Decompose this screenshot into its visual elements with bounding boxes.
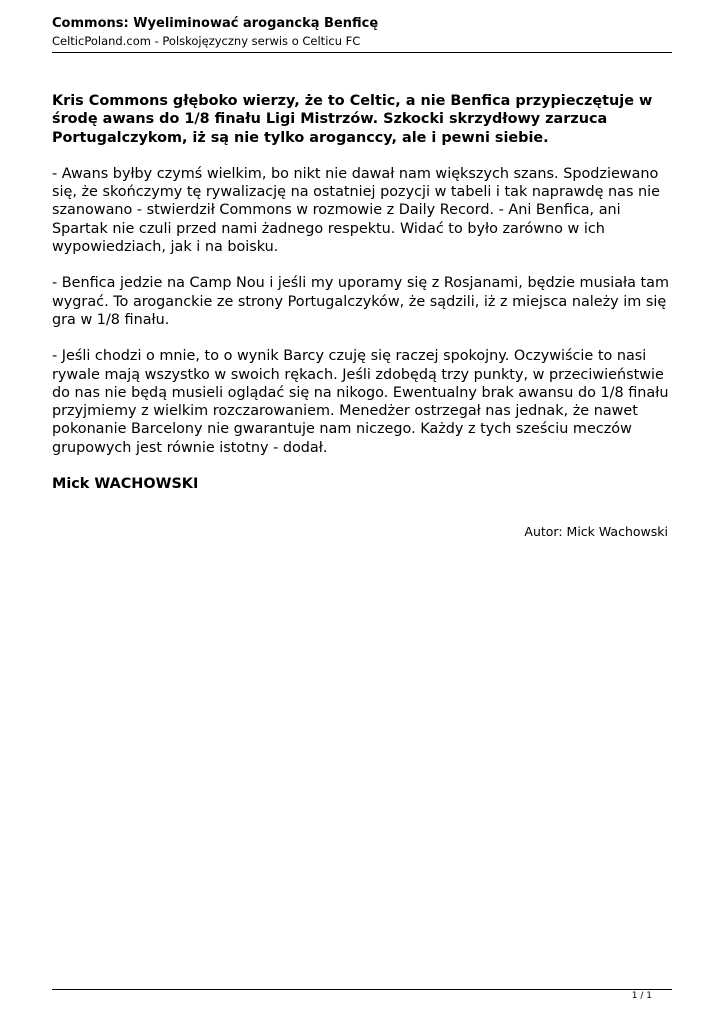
document-page <box>52 0 672 1024</box>
article-paragraph: - Awans byłby czymś wielkim, bo nikt nie dawał nam większych szans. Spodziewano się, że skończymy tę rywalizację na ostatniej pozycji w tabeli i tak naprawdę nas nie szanowano - stwierdził Commons w rozmowie z Daily Record. - Ani Benfica, ani Spartak nie czuli przed nami żadnego respektu. Widać to było zarówno w ich wypowiedziach, jak i na boisku. <box>52 165 660 256</box>
footer-divider <box>52 989 672 990</box>
site-subtitle: CelticPoland.com - Polskojęzyczny serwis o Celticu FC <box>52 34 361 48</box>
article-paragraph: - Jeśli chodzi o mnie, to o wynik Barcy czuję się raczej spokojny. Oczywiście to nasi rywale mają wszystko w swoich rękach. Jeśli zdobędą trzy punkty, w przeciwieństwie do nas nie będą musieli oglądać się na nikogo. Ewentualny brak awansu do 1/8 finału przyjmiemy z wielkim rozczarowaniem. Menedżer ostrzegał nas jednak, że nawet pokonanie Barcelony nie gwarantuje nam niczego. Każdy z tych sześciu meczów grupowych jest równie istotny - dodał. <box>52 348 669 456</box>
article-lead: Kris Commons głęboko wierzy, że to Celtic, a nie Benfica przypieczętuje w środę awans do 1/8 finału Ligi Mistrzów. Szkocki skrzydłowy zarzuca Portugalczykom, iż są nie tylko aroganccy, ale i pewni siebie. <box>52 93 653 146</box>
article-paragraph: - Benfica jedzie na Camp Nou i jeśli my uporamy się z Rosjanami, będzie musiała tam wygrać. To aroganckie ze strony Portugalczyków, że sądzili, iż z miejsca należy im się gra w 1/8 finału. <box>52 275 669 328</box>
article-signature: Mick WACHOWSKI <box>52 476 199 493</box>
article-body <box>52 92 672 493</box>
author-line: Autor: Mick Wachowski <box>524 524 668 539</box>
page-title: Commons: Wyeliminować arogancką Benficę <box>52 16 379 31</box>
page-number: 1 / 1 <box>631 991 652 1001</box>
page-header <box>52 14 672 53</box>
